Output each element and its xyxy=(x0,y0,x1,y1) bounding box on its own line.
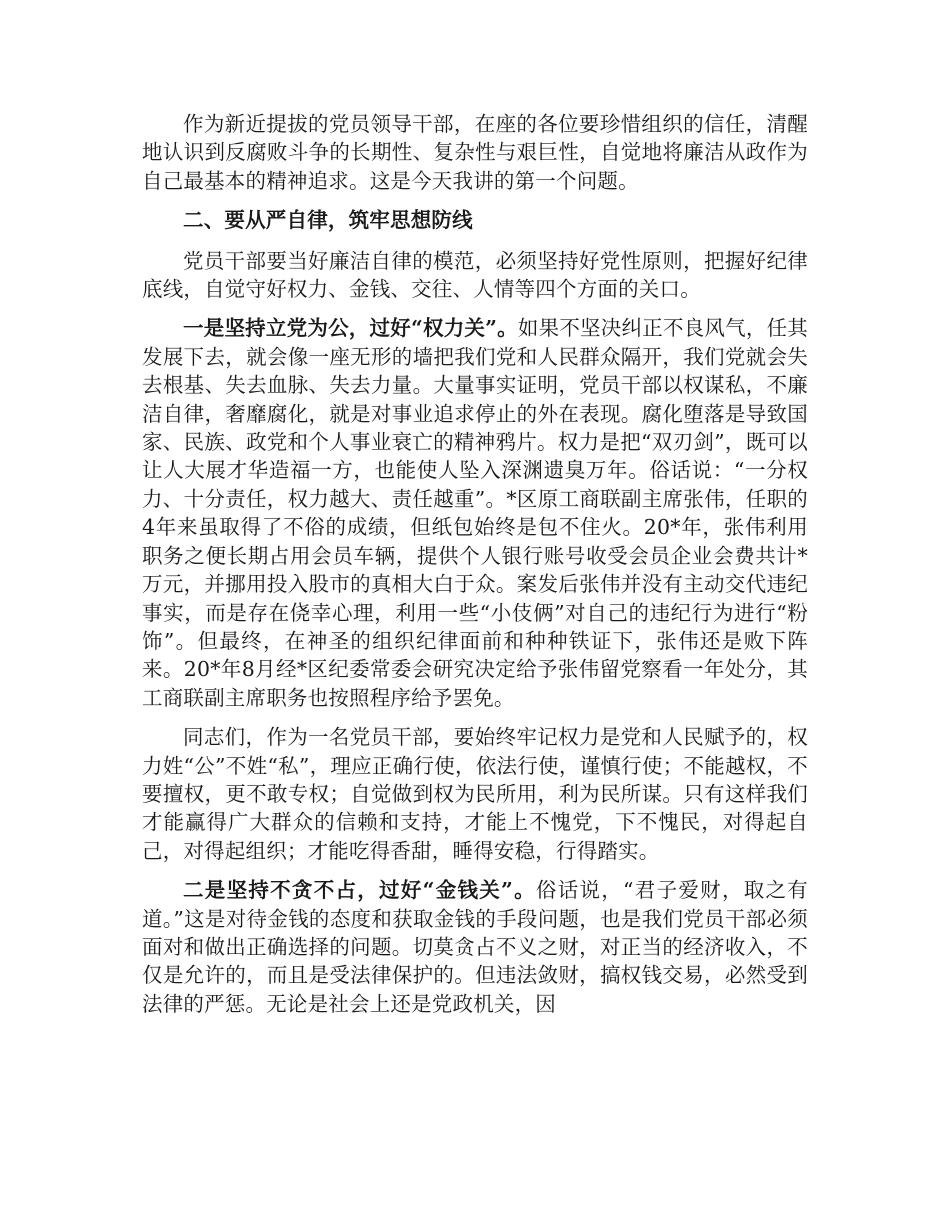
money-gate-body: 俗话说，“君子爱财，取之有道。”这是对待金钱的态度和获取金钱的手段问题，也是我们党员干部必须面对和做出正确选择的问题。切莫贪占不义之财，对正当的经济收入，不仅是允许的，而且是受法律保护的。但违法敛财，搞权钱交易，必然受到法律的严惩。无论是社会上还是党政机关，因 xyxy=(142,878,808,1016)
paragraph-self-discipline: 党员干部要当好廉洁自律的模范，必须坚持好党性原则，把握好纪律底线，自觉守好权力、金钱、交往、人情等四个方面的关口。 xyxy=(142,248,808,302)
paragraph-power-gate xyxy=(142,314,808,712)
paragraph-money-gate xyxy=(142,876,808,1018)
money-gate-lead: 二是坚持不贪不占，过好“金钱关”。 xyxy=(183,878,536,903)
paragraph-intro-conclusion: 作为新近提拔的党员领导干部，在座的各位要珍惜组织的信任，清醒地认识到反腐败斗争的长期性、复杂性与艰巨性，自觉地将廉洁从政作为自己最基本的精神追求。这是今天我讲的第一个问题。 xyxy=(142,112,808,193)
paragraph-comrades: 同志们，作为一名党员干部，要始终牢记权力是党和人民赋予的，权力姓“公”不姓“私”，理应正确行使，依法行使，谨慎行使；不能越权，不要擅权，更不敢专权；自觉做到权为民所用，利为民所谋。只有这样我们才能赢得广大群众的信赖和支持，才能上不愧党，下不愧民，对得起自己，对得起组织；才能吃得香甜，睡得安稳，行得踏实。 xyxy=(142,725,808,863)
document-page xyxy=(142,110,808,1029)
section-heading-2: 二、要从严自律，筑牢思想防线 xyxy=(183,208,473,233)
power-gate-lead: 一是坚持立党为公，过好“权力关”。 xyxy=(183,316,518,341)
power-gate-body: 如果不坚决纠正不良风气，任其发展下去，就会像一座无形的墙把我们党和人民群众隔开，我们党就会失去根基、失去血脉、失去力量。大量事实证明，党员干部以权谋私，不廉洁自律，奢靡腐化，就是对事业追求停止的外在表现。腐化堕落是导致国家、民族、政党和个人事业衰亡的精神鸦片。权力是把“双刃剑”，既可以让人大展才华造福一方，也能使人坠入深渊遗臭万年。俗话说：“一分权力、十分责任，权力越大、责任越重”。*区原工商联副主席张伟，任职的4年来虽取得了不俗的成绩，但纸包始终是包不住火。20*年，张伟利用职务之便长期占用会员车辆，提供个人银行账号收受会员企业会费共计*万元，并挪用投入股市的真相大白于众。案发后张伟并没有主动交代违纪事实，而是存在侥幸心理，利用一些“小伎俩”对自己的违纪行为进行“粉饰”。但最终，在神圣的组织纪律面前和种种铁证下，张伟还是败下阵来。20*年8月经*区纪委常委会研究决定给予张伟留党察看一年处分，其工商联副主席职务也按照程序给予罢免。 xyxy=(142,316,808,710)
